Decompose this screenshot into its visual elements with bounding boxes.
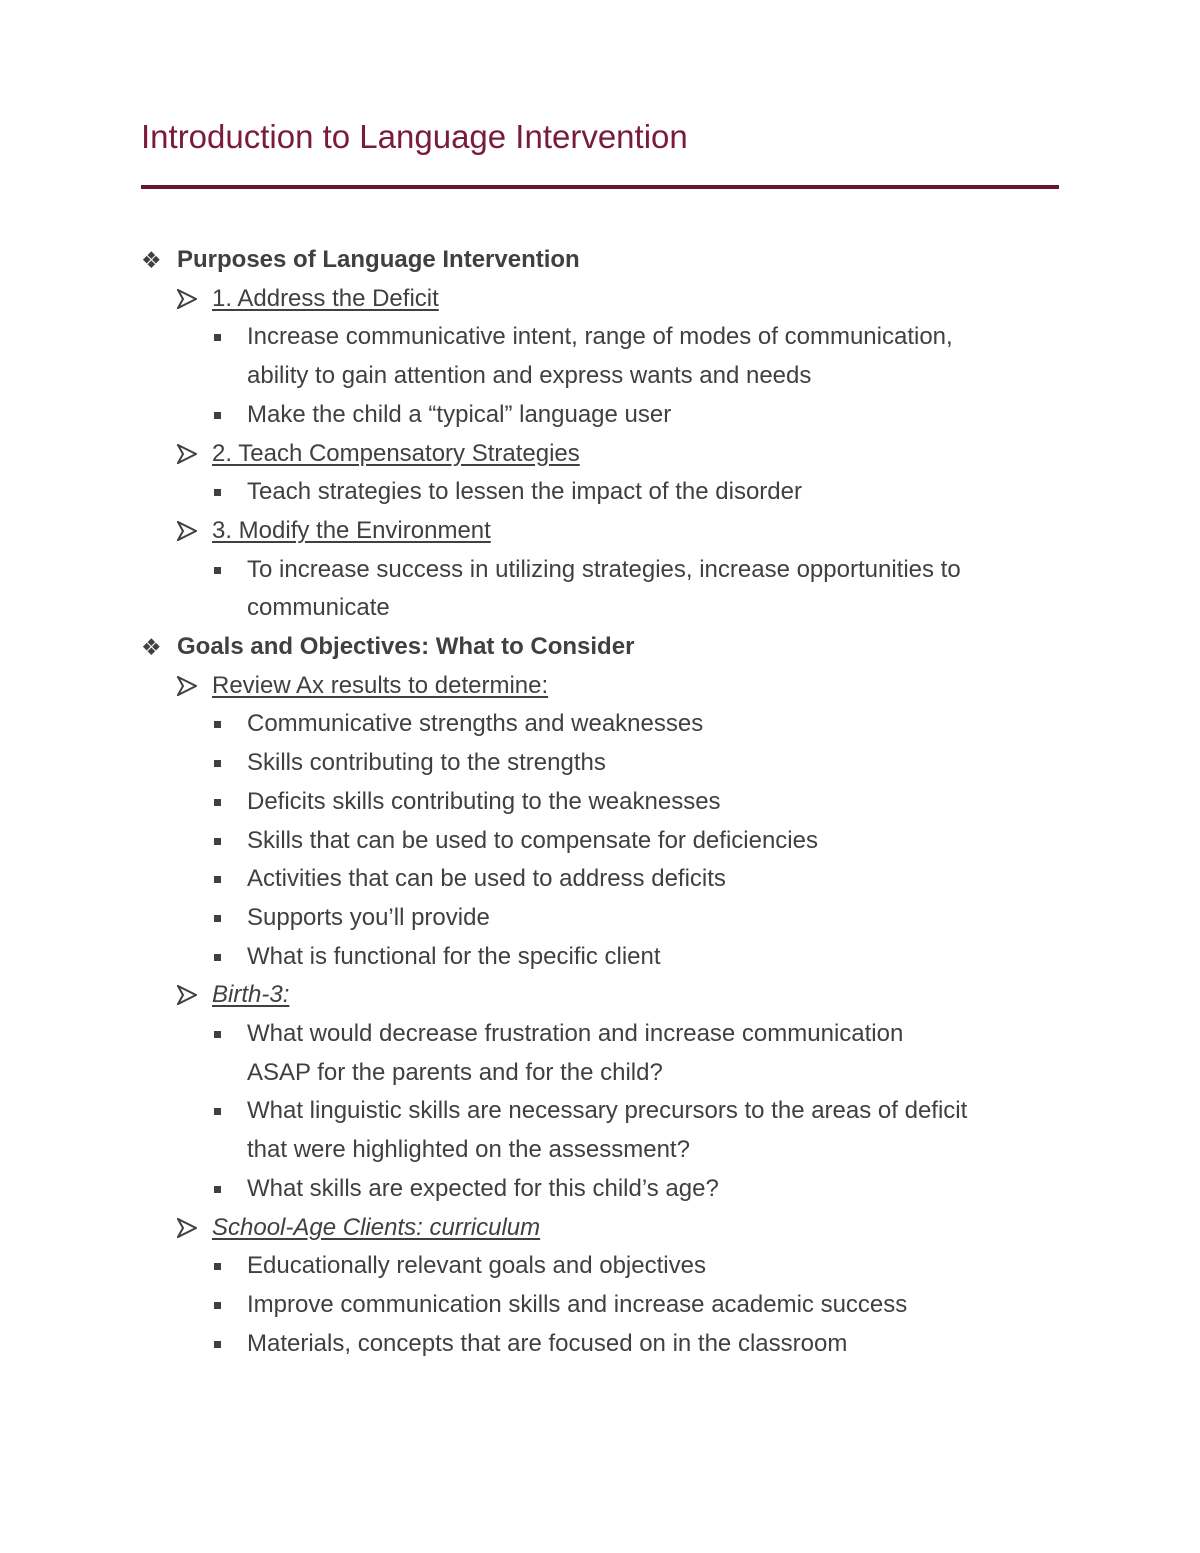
subsection-item	[141, 976, 1061, 1015]
list-item-text: Educationally relevant goals and objectives	[247, 1252, 706, 1280]
list-item	[141, 705, 1061, 744]
list-item-text: What linguistic skills are necessary precursors to the areas of deficit	[247, 1097, 968, 1125]
list-item-text: Communicative strengths and weaknesses	[247, 710, 704, 738]
list-item-continuation	[141, 1054, 1061, 1093]
list-item-text: Skills that can be used to compensate for deficiencies	[247, 826, 818, 854]
list-item	[141, 938, 1061, 977]
list-item	[141, 473, 1061, 512]
subsection-label: School-Age Clients: curriculum	[212, 1213, 541, 1241]
square-bullet-icon	[214, 334, 221, 341]
square-bullet-icon	[214, 1341, 221, 1348]
square-bullet-icon	[214, 1108, 221, 1115]
outline-list	[141, 241, 1061, 1363]
square-bullet-icon	[214, 799, 221, 806]
list-item-text: Increase communicative intent, range of modes of communication,	[247, 323, 953, 351]
subsection-item	[141, 280, 1061, 319]
list-item	[141, 860, 1061, 899]
list-item-text: What would decrease frustration and increase communication	[247, 1020, 904, 1048]
square-bullet-icon	[214, 1031, 221, 1038]
square-bullet-icon	[214, 915, 221, 922]
list-item	[141, 1286, 1061, 1325]
list-item-text: Skills contributing to the strengths	[247, 749, 606, 777]
square-bullet-icon	[214, 1302, 221, 1309]
section-heading	[141, 241, 1061, 280]
title-underline-rule	[141, 185, 1059, 189]
square-bullet-icon	[214, 489, 221, 496]
subsection-item	[141, 512, 1061, 551]
list-item-text: Deficits skills contributing to the weaknesses	[247, 787, 721, 815]
list-item-text: ASAP for the parents and for the child?	[247, 1058, 663, 1086]
list-item	[141, 1170, 1061, 1209]
square-bullet-icon	[214, 838, 221, 845]
list-item-text: Teach strategies to lessen the impact of the disorder	[247, 478, 802, 506]
list-item	[141, 1015, 1061, 1054]
list-item	[141, 744, 1061, 783]
subsection-label: Birth-3:	[212, 981, 290, 1009]
subsection-item	[141, 435, 1061, 474]
list-item	[141, 1325, 1061, 1364]
subsection-item	[141, 667, 1061, 706]
list-item-text: What skills are expected for this child’s age?	[247, 1174, 719, 1202]
square-bullet-icon	[214, 1186, 221, 1193]
section-heading-text: Purposes of Language Intervention	[177, 246, 580, 273]
list-item	[141, 318, 1061, 357]
list-item	[141, 1247, 1061, 1286]
subsection-label: 2. Teach Compensatory Strategies	[212, 439, 580, 467]
list-item	[141, 1092, 1061, 1131]
list-item-text: Improve communication skills and increase academic success	[247, 1290, 908, 1318]
subsection-item	[141, 1209, 1061, 1248]
list-item-text: Make the child a “typical” language user	[247, 400, 672, 428]
list-item-text: To increase success in utilizing strategies, increase opportunities to	[247, 555, 961, 583]
square-bullet-icon	[214, 567, 221, 574]
square-bullet-icon	[214, 721, 221, 728]
subsection-label: 3. Modify the Environment	[212, 516, 491, 544]
subsection-label: 1. Address the Deficit	[212, 284, 439, 312]
list-item-continuation	[141, 589, 1061, 628]
section-heading	[141, 628, 1061, 667]
square-bullet-icon	[214, 412, 221, 419]
list-item-continuation	[141, 1131, 1061, 1170]
list-item	[141, 551, 1061, 590]
list-item-text: What is functional for the specific client	[247, 942, 661, 970]
list-item-text: Supports you’ll provide	[247, 903, 490, 931]
list-item	[141, 396, 1061, 435]
list-item	[141, 783, 1061, 822]
list-item-continuation	[141, 357, 1061, 396]
subsection-label: Review Ax results to determine:	[212, 671, 549, 699]
list-item-text: communicate	[247, 594, 390, 622]
square-bullet-icon	[214, 876, 221, 883]
square-bullet-icon	[214, 954, 221, 961]
list-item	[141, 899, 1061, 938]
list-item-text: ability to gain attention and express wants and needs	[247, 362, 812, 390]
list-item-text: Activities that can be used to address deficits	[247, 865, 726, 893]
square-bullet-icon	[214, 760, 221, 767]
list-item-text: Materials, concepts that are focused on in the classroom	[247, 1329, 848, 1357]
four-diamond-bullet-icon: ❖	[141, 247, 162, 273]
list-item-text: that were highlighted on the assessment?	[247, 1136, 690, 1164]
section-heading-text: Goals and Objectives: What to Consider	[177, 633, 635, 661]
page-title: Introduction to Language Intervention	[141, 118, 688, 155]
square-bullet-icon	[214, 1263, 221, 1270]
four-diamond-bullet-icon: ❖	[141, 634, 162, 661]
list-item	[141, 822, 1061, 861]
